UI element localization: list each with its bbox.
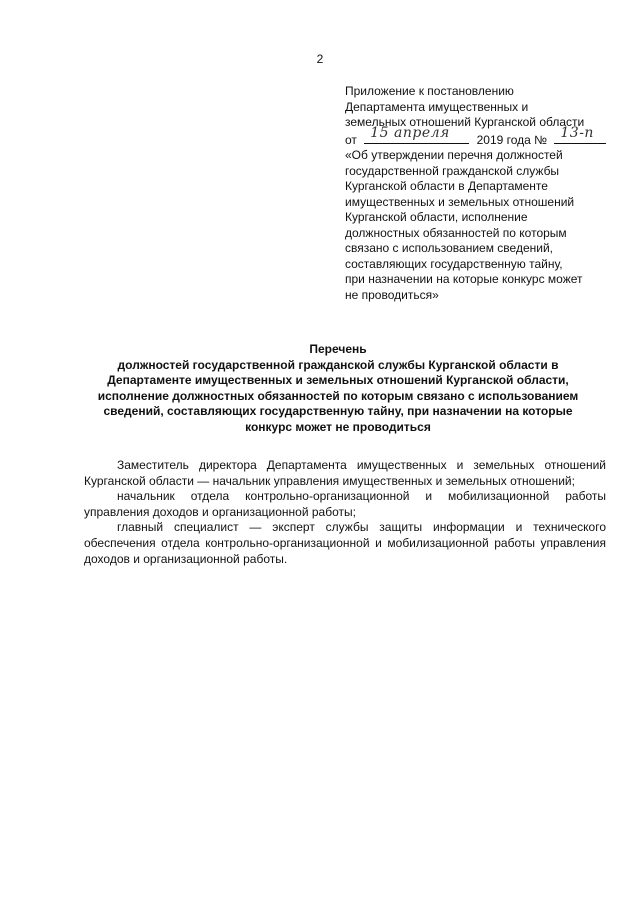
subject-line: Курганской области в Департаменте: [345, 179, 548, 193]
position-item: главный специалист — эксперт службы защиты информации и технического обеспечения отдела контрольно-организационной и мобилизационной работы управления доходов и организационной работы.: [84, 520, 606, 566]
subject-line: должностных обязанностей по которым: [345, 225, 567, 240]
document-title: [78, 342, 598, 436]
date-blank: [364, 124, 469, 144]
title-line: исполнение должностных обязанностей по которым связано с использованием: [97, 388, 579, 403]
page-number: 2: [316, 52, 324, 66]
positions-list: [84, 458, 606, 567]
title-line: Департаменте имущественных и земельных отношений Курганской области,: [107, 373, 569, 388]
handwritten-date: 15 апреля: [370, 124, 450, 141]
subject-line: Курганской области, исполнение: [345, 210, 528, 224]
subject-line: при назначении на которые конкурс может: [345, 272, 583, 286]
title-line: конкурс может не проводиться: [245, 419, 431, 434]
subject-line: «Об утверждении перечня должностей: [345, 148, 563, 162]
subject-line: имущественных и земельных отношений: [345, 194, 575, 209]
subject-line: связано с использованием сведений,: [345, 241, 553, 255]
subject-line: не проводиться»: [345, 287, 439, 302]
number-blank: [554, 124, 606, 144]
handwritten-number: 13-п: [560, 124, 594, 141]
subject-line: государственной гражданской службы: [345, 163, 560, 178]
year-text: 2019 года №: [476, 132, 548, 147]
title-heading: Перечень: [309, 342, 367, 356]
appendix-line: земельных отношений Курганской области: [345, 115, 585, 129]
position-item: Заместитель директора Департамента имущественных и земельных отношений Курганской области — начальник управления имущественных и земельных отношений;: [84, 458, 606, 488]
date-prefix: от: [345, 132, 357, 147]
appendix-line: Департамента имущественных и: [345, 99, 529, 114]
appendix-block: [345, 84, 617, 303]
subject-line: составляющих государственную тайну,: [345, 256, 563, 271]
title-line: должностей государственной гражданской службы Курганской области в: [117, 357, 559, 372]
appendix-line: Приложение к постановлению: [345, 84, 514, 98]
title-line: сведений, составляющих государственную тайну, при назначении на которые: [103, 404, 573, 419]
position-item: начальник отдела контрольно-организационной и мобилизационной работы управления доходов и организационной работы;: [84, 489, 606, 519]
date-number-row: [345, 124, 617, 149]
